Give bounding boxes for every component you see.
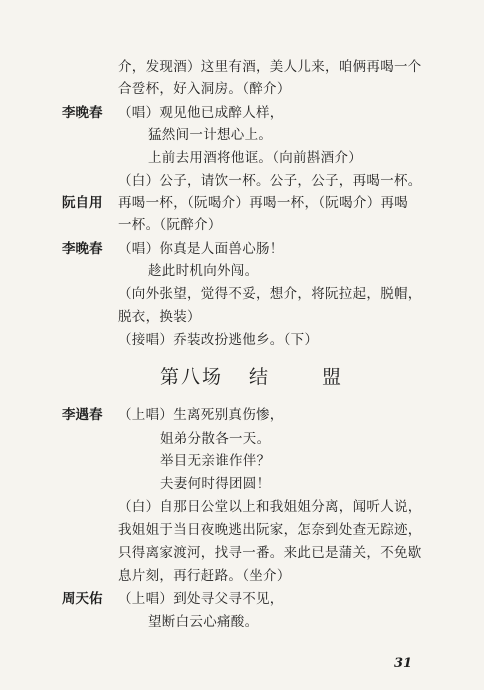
page-number: 31 — [394, 656, 413, 671]
text-line: （向外张望，觉得不妥，想介，将阮拉起，脱帽， — [118, 286, 422, 302]
speaker-name: 李晚春 — [62, 241, 103, 257]
speaker-name: 阮自用 — [62, 195, 103, 211]
text-line: 我姐姐于当日夜晚逃出阮家，怎奈到处查无踪迹， — [118, 522, 422, 538]
scene-title — [160, 362, 343, 389]
speaker-name: 李晚春 — [62, 105, 103, 121]
text-line: 一杯。（阮醉介） — [118, 217, 222, 233]
scene-title-word: 盟 — [322, 366, 344, 388]
scene-title-word: 结 — [249, 366, 271, 388]
text-line: （唱）观见他已成醉人样， — [118, 105, 284, 121]
text-line: 上前去用酒将他诓。（向前斟酒介） — [148, 150, 363, 166]
scene-title-number: 第八场 — [160, 366, 224, 388]
speaker-name: 李遇春 — [62, 407, 103, 423]
text-line: （上唱）生离死别真伤惨， — [118, 407, 284, 423]
text-line: 望断白云心痛酸。 — [148, 614, 259, 630]
text-line: 再喝一杯，（阮喝介）再喝一杯，（阮喝介）再喝 — [118, 195, 409, 211]
speaker-name: 周天佑 — [62, 591, 103, 607]
text-line: 姐弟分散各一天。 — [160, 431, 271, 447]
text-line: 猛然间一计想心上。 — [148, 127, 273, 143]
text-line: （上唱）到处寻父寻不见， — [118, 591, 284, 607]
text-line: 夫妻何时得团圆！ — [160, 476, 271, 492]
text-line: 脱衣，换装） — [118, 309, 201, 325]
text-line: （白）公子，请饮一杯。公子，公子，再喝一杯。 — [118, 173, 422, 189]
text-line: （白）自那日公堂以上和我姐姐分离，闻听人说， — [118, 499, 422, 515]
text-line: （接唱）乔装改扮逃他乡。（下） — [118, 332, 319, 348]
text-line: 合卺杯，好入洞房。（醉介） — [118, 81, 291, 97]
text-line: 只得离家渡河，找寻一番。来此已是蒲关，不免歇 — [118, 545, 422, 561]
text-line: 举目无亲谁作伴？ — [160, 453, 271, 469]
text-line: 息片刻，再行赶路。（坐介） — [118, 568, 291, 584]
text-line: 趁此时机向外闯。 — [148, 263, 259, 279]
text-line: 介，发现酒）这里有酒，美人儿来，咱俩再喝一个 — [118, 59, 422, 75]
text-line: （唱）你真是人面兽心肠！ — [118, 241, 284, 257]
